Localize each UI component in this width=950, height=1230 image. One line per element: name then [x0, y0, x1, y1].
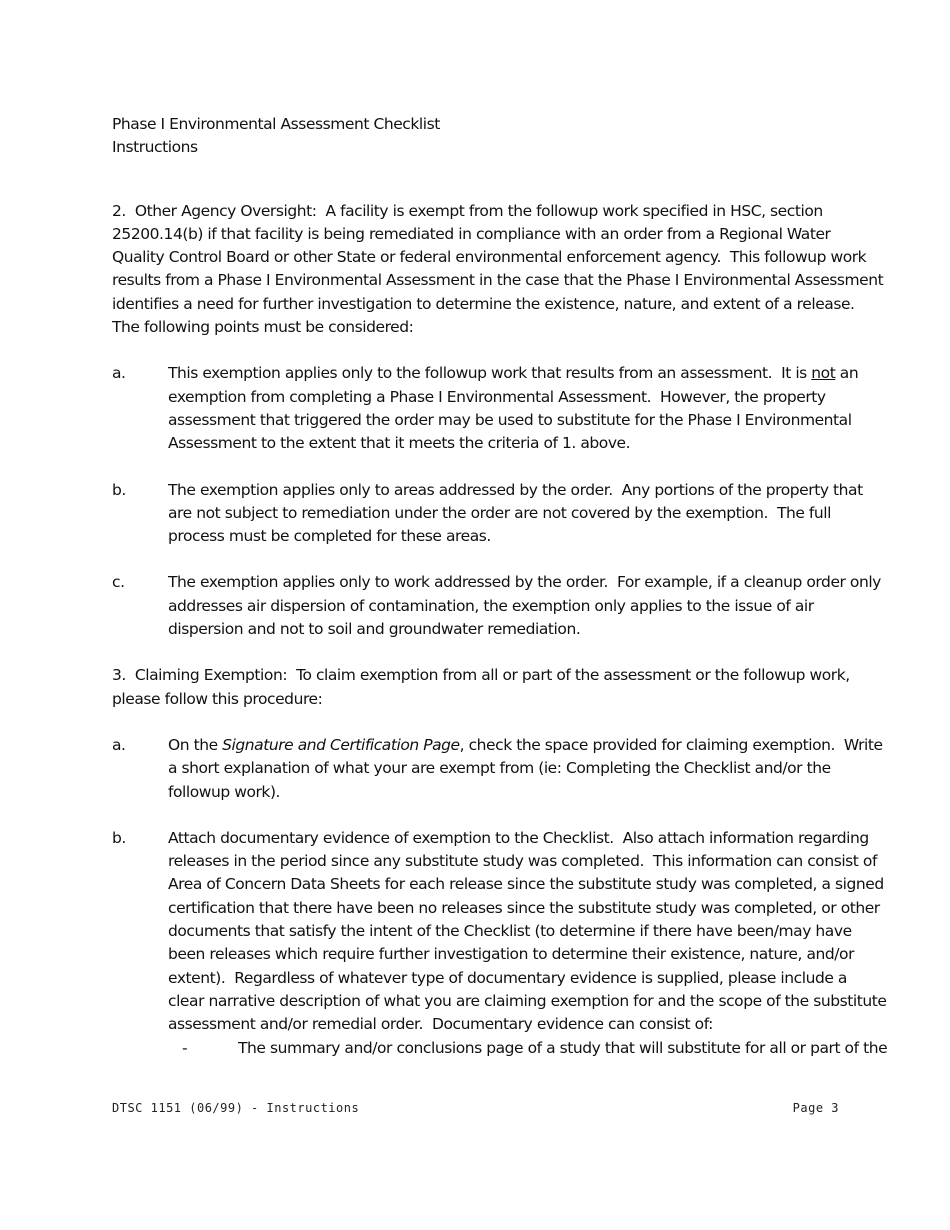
- section-2-item-b: [112, 479, 887, 549]
- section-3-subitem: [112, 1037, 887, 1060]
- item-text: Attach documentary evidence of exemption to the Checklist. Also attach information regarding releases in the period since any substitute study was completed. This information can consist of Area of Concern Data Sheets for each release since the substitute study was completed, a signed certification that there have been no releases since the substitute study was completed, or other documents that satisfy the intent of the Checklist (to determine if there have been/may have been releases which require further investigation to determine their existence, nature, and/or extent). Regardless of whatever type of documentary evidence is supplied, please include a clear narrative description of what you are claiming exemption for and the scope of the substitute assessment and/or remedial order. Documentary evidence can consist of:: [168, 828, 891, 1034]
- section-2-item-a: [112, 362, 887, 455]
- item-label: b.: [112, 480, 126, 499]
- item-text: The exemption applies only to areas addressed by the order. Any portions of the property that are not subject to remediation under the order are not covered by the exemption. The full process must be completed for these areas.: [168, 480, 868, 546]
- item-label: b.: [112, 828, 126, 847]
- section-3-heading: 3. Claiming Exemption:: [112, 666, 288, 685]
- page-content: [112, 113, 891, 1060]
- form-identifier: DTSC 1151 (06/99) - Instructions: [112, 1101, 360, 1115]
- document-title: Phase I Environmental Assessment Checklist: [112, 115, 440, 133]
- section-2-paragraph: [112, 200, 887, 340]
- page-footer: [112, 1101, 839, 1115]
- section-3-text: To claim exemption from all or part of the assessment or the followup work, please follow this procedure:: [112, 666, 855, 708]
- italic-form-name: Signature and Certification Page: [222, 735, 460, 754]
- subitem-text: The summary and/or conclusions page of a study that will substitute for all or part of the: [238, 1038, 887, 1057]
- item-label: c.: [112, 573, 125, 592]
- section-3-item-b: [112, 827, 891, 1037]
- page-number: Page 3: [792, 1101, 839, 1115]
- item-text: The exemption applies only to work addressed by the order. For example, if a cleanup order only addresses air dispersion of contamination, the exemption only applies to the issue of air dispersion and not to soil and groundwater remediation.: [168, 573, 886, 639]
- section-3-paragraph: [112, 664, 887, 711]
- section-2-heading: 2. Other Agency Oversight:: [112, 201, 317, 220]
- item-label: a.: [112, 364, 126, 383]
- section-2-text: A facility is exempt from the followup work specified in HSC, section 25200.14(b) if that facility is being remediated in compliance with an order from a Regional Water Quality Control Board or other State or federal environmental enforcement agency. This followup work results from a Phase I Environmental Assessment in the case that the Phase I Environmental Assessment identifies a need for further investigation to determine the existence, nature, and extent of a release. The following points must be considered:: [112, 201, 888, 337]
- item-text: This exemption applies only to the followup work that results from an assessment. It is not an exemption from completing a Phase I Environmental Assessment. However, the property assessment that triggered the order may be used to substitute for the Phase I Environmental Assessment to the extent that it meets the criteria of 1. above.: [168, 364, 863, 453]
- dash-bullet: -: [182, 1038, 188, 1057]
- item-label: a.: [112, 735, 126, 754]
- section-3-item-a: [112, 734, 887, 804]
- document-header: [112, 113, 887, 160]
- underlined-word: not: [811, 364, 836, 383]
- item-text: On the Signature and Certification Page, check the space provided for claiming exemption. Write a short explanation of what your are exempt from (ie: Completing the Checklist and/or the followup work).: [168, 735, 888, 801]
- section-2-item-c: [112, 571, 887, 641]
- document-subtitle: Instructions: [112, 138, 198, 157]
